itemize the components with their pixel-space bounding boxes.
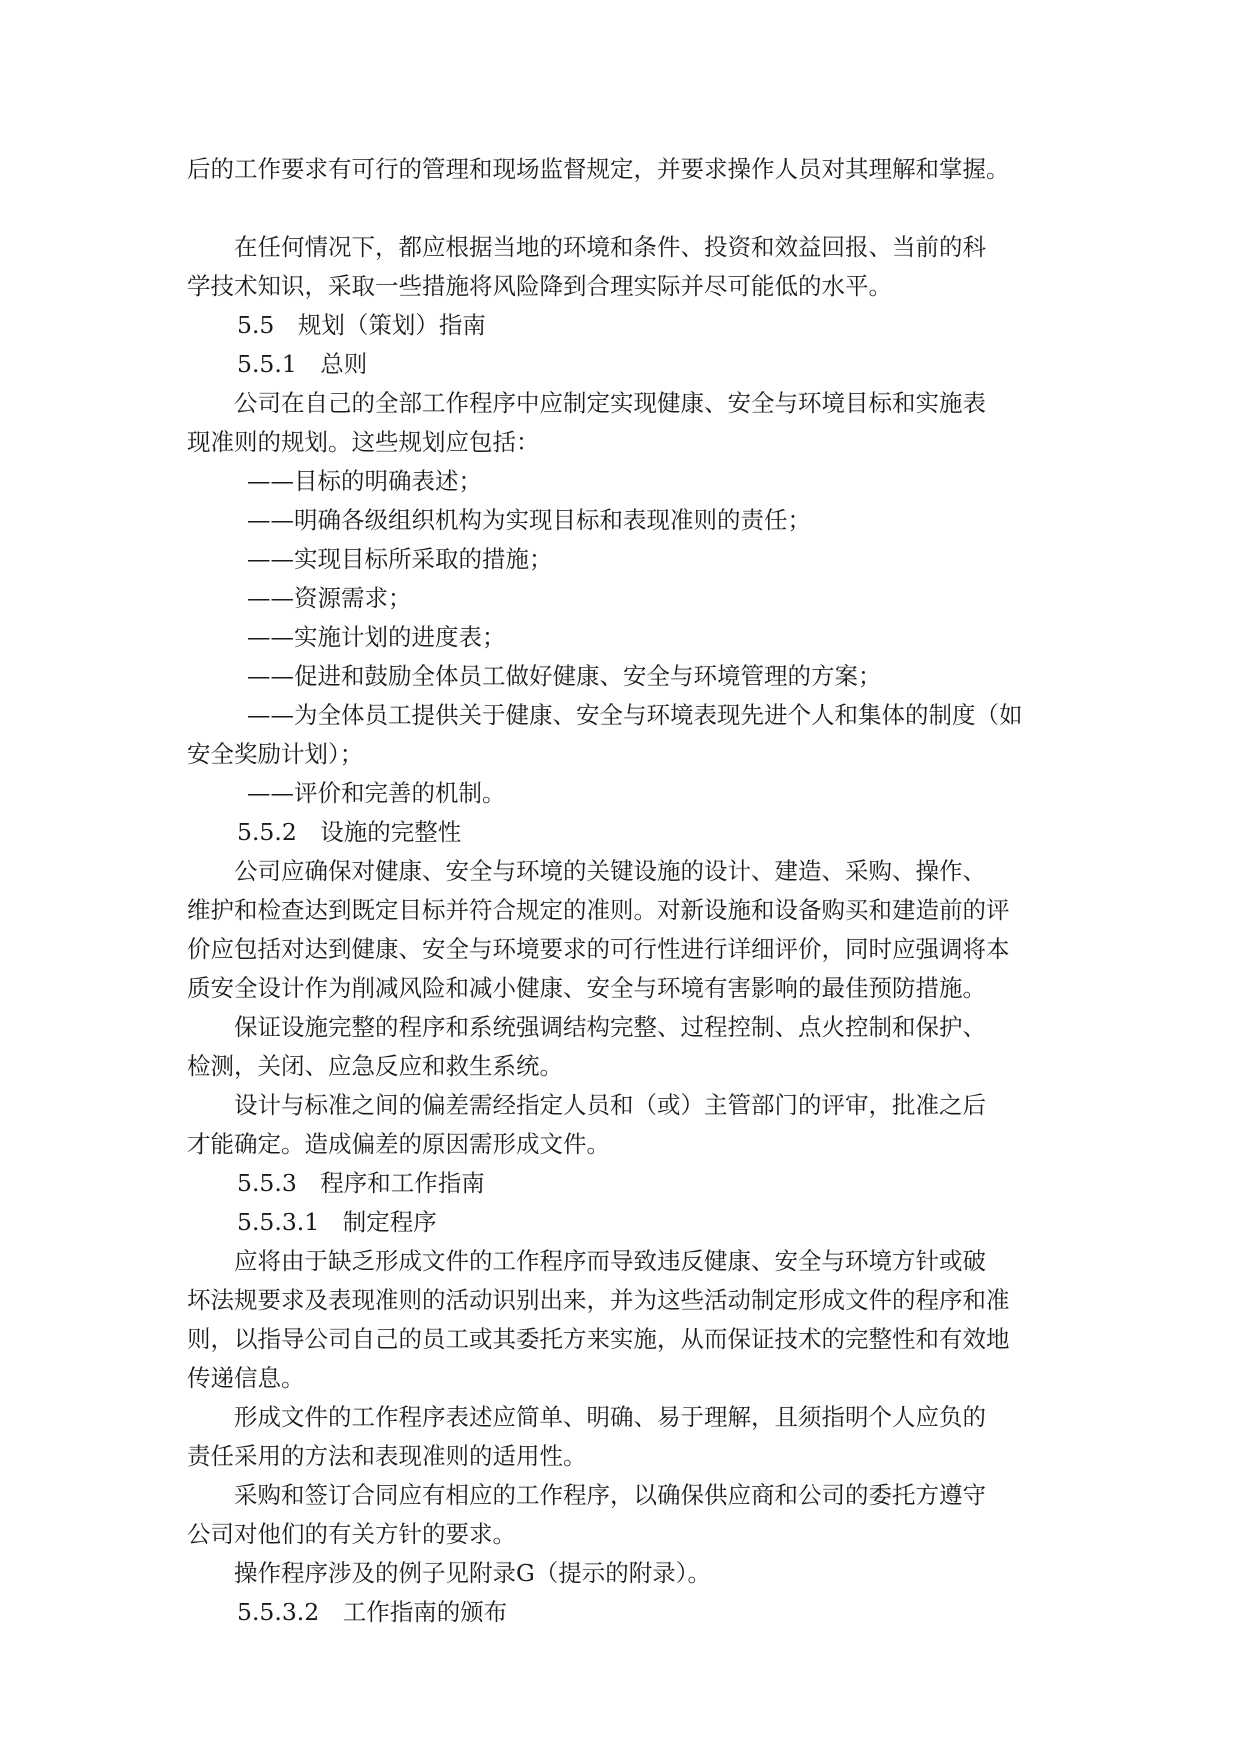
paragraph-line: 公司在自己的全部工作程序中应制定实现健康、安全与环境目标和实施表 [234, 389, 986, 417]
paragraph-line: 维护和检查达到既定目标并符合规定的准则。对新设施和设备购买和建造前的评 [187, 896, 1010, 924]
paragraph-line: 现准则的规划。这些规划应包括： [187, 428, 540, 456]
paragraph-line: 才能确定。造成偏差的原因需形成文件。 [187, 1130, 610, 1158]
section-heading-5-5-3-1: 5.5.3.1 制定程序 [237, 1208, 437, 1236]
paragraph-line: 形成文件的工作程序表述应简单、明确、易于理解，且须指明个人应负的 [234, 1403, 986, 1431]
section-heading-5-5-2: 5.5.2 设施的完整性 [237, 818, 462, 846]
paragraph-line: 价应包括对达到健康、安全与环境要求的可行性进行详细评价，同时应强调将本 [187, 935, 1010, 963]
list-item: ——评价和完善的机制。 [247, 779, 506, 807]
section-heading-5-5-1: 5.5.1 总则 [237, 350, 368, 378]
paragraph-line: 公司对他们的有关方针的要求。 [187, 1520, 516, 1548]
paragraph-line: 则，以指导公司自己的员工或其委托方来实施，从而保证技术的完整性和有效地 [187, 1325, 1010, 1353]
section-heading-5-5-3: 5.5.3 程序和工作指南 [237, 1169, 485, 1197]
paragraph-line: 应将由于缺乏形成文件的工作程序而导致违反健康、安全与环境方针或破 [234, 1247, 986, 1275]
list-item: ——明确各级组织机构为实现目标和表现准则的责任； [247, 506, 811, 534]
paragraph-line: 检测，关闭、应急反应和救生系统。 [187, 1052, 563, 1080]
paragraph-line: 公司应确保对健康、安全与环境的关键设施的设计、建造、采购、操作、 [234, 857, 986, 885]
list-item: ——为全体员工提供关于健康、安全与环境表现先进个人和集体的制度（如 [247, 701, 1023, 729]
section-heading-5-5: 5.5 规划（策划）指南 [237, 311, 486, 339]
paragraph-line: 在任何情况下，都应根据当地的环境和条件、投资和效益回报、当前的科 [234, 233, 986, 261]
document-page [187, 150, 1055, 1632]
paragraph-line: 采购和签订合同应有相应的工作程序，以确保供应商和公司的委托方遵守 [234, 1481, 986, 1509]
list-item: ——实施计划的进度表； [247, 623, 506, 651]
list-item: ——资源需求； [247, 584, 412, 612]
paragraph-spacer [187, 189, 1055, 228]
list-item: ——实现目标所采取的措施； [247, 545, 553, 573]
paragraph-line: 坏法规要求及表现准则的活动识别出来，并为这些活动制定形成文件的程序和准 [187, 1286, 1010, 1314]
list-item: ——目标的明确表述； [247, 467, 482, 495]
paragraph-line: 责任采用的方法和表现准则的适用性。 [187, 1442, 587, 1470]
paragraph-line: 操作程序涉及的例子见附录G（提示的附录）。 [234, 1559, 712, 1587]
paragraph-line: 质安全设计作为削减风险和减小健康、安全与环境有害影响的最佳预防措施。 [187, 974, 986, 1002]
paragraph-line: 设计与标准之间的偏差需经指定人员和（或）主管部门的评审，批准之后 [234, 1091, 986, 1119]
list-item: ——促进和鼓励全体员工做好健康、安全与环境管理的方案； [247, 662, 882, 690]
list-item-continuation: 安全奖励计划）； [187, 740, 364, 768]
paragraph-line: 传递信息。 [187, 1364, 305, 1392]
paragraph-line: 学技术知识，采取一些措施将风险降到合理实际并尽可能低的水平。 [187, 272, 892, 300]
paragraph-line: 后的工作要求有可行的管理和现场监督规定，并要求操作人员对其理解和掌握。 [187, 155, 1010, 183]
section-heading-5-5-3-2: 5.5.3.2 工作指南的颁布 [237, 1598, 508, 1626]
paragraph-line: 保证设施完整的程序和系统强调结构完整、过程控制、点火控制和保护、 [234, 1013, 986, 1041]
